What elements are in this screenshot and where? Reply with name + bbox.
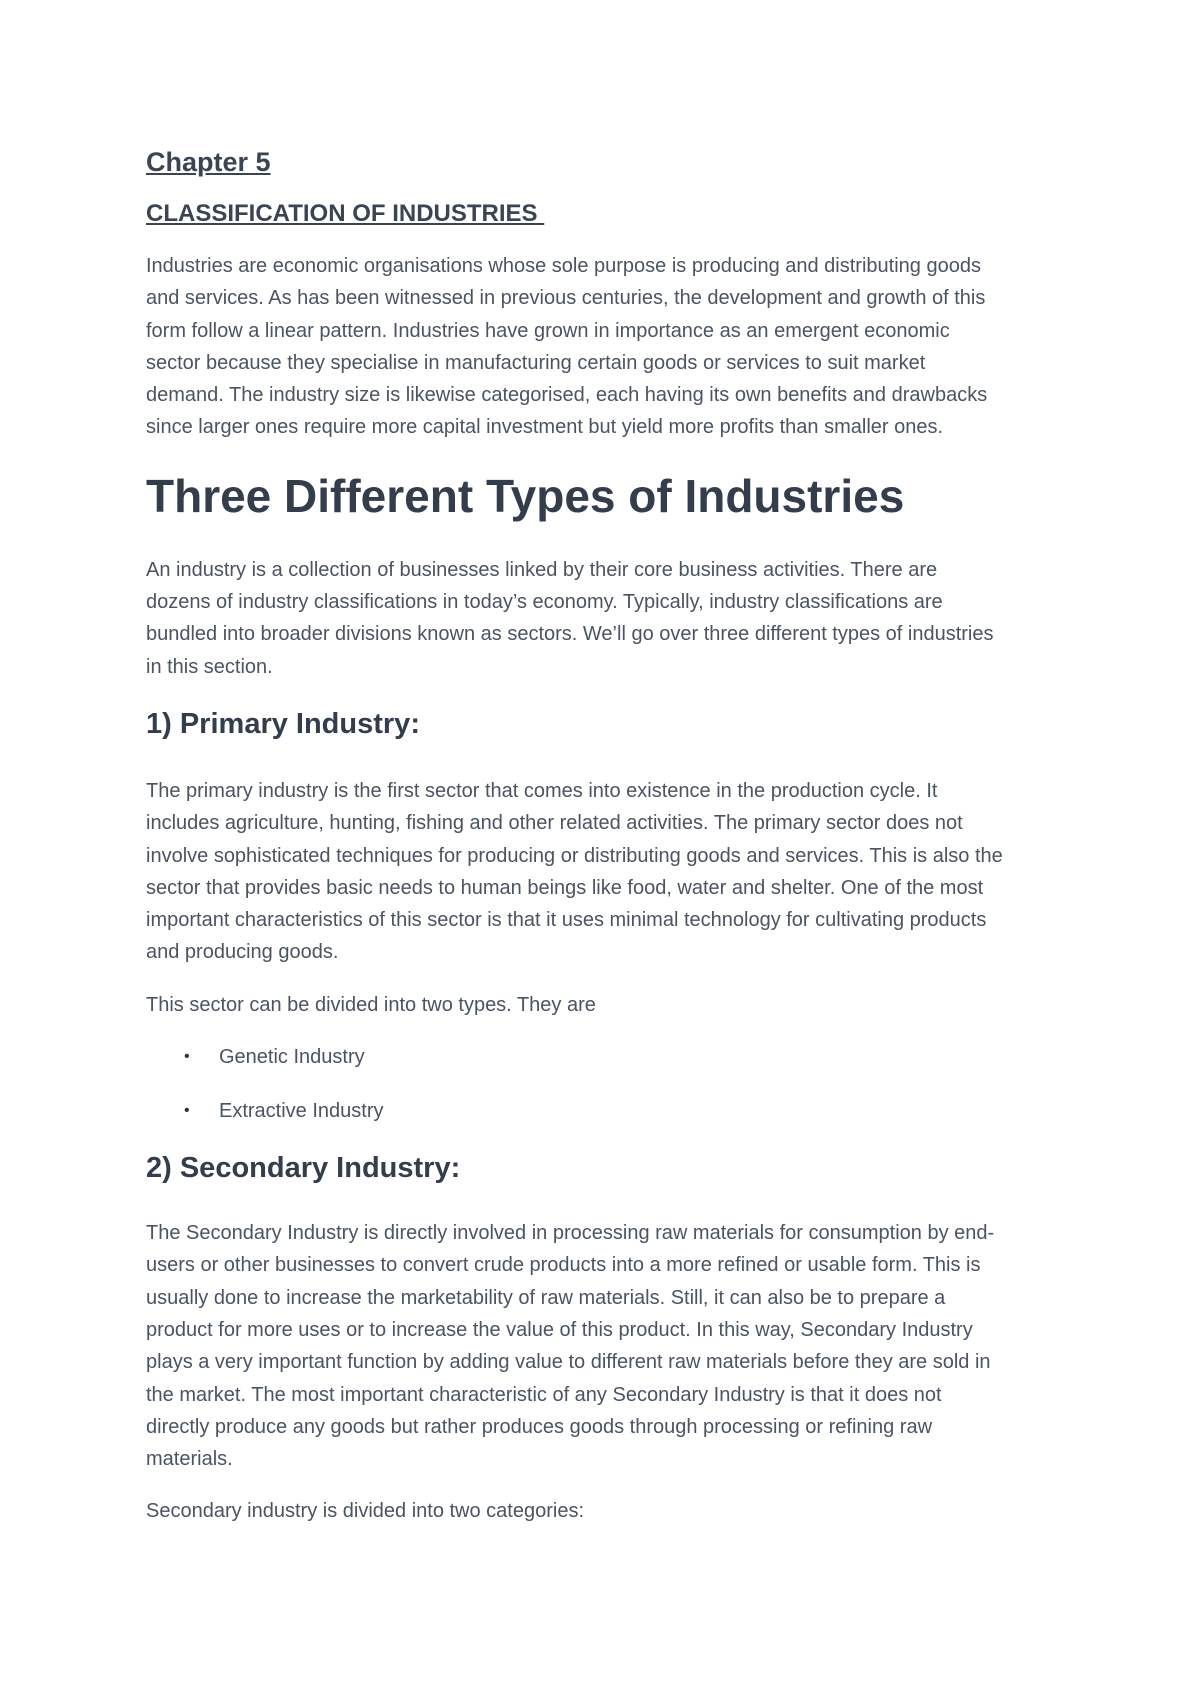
secondary-categories-intro: Secondary industry is divided into two categories:: [146, 1500, 585, 1523]
bullet-icon: •: [184, 1048, 190, 1066]
secondary-industry-paragraph: The Secondary Industry is directly involved in processing raw materials for consumption by end- users or other businesses to convert crude products into a more refined or usable form. This is usually done to increase the marketability of raw materials. Still, it can also be to prepare a product for more uses or to increase the value of this product. In this way, Secondary Industry plays a very important function by adding value to different raw materials before they are sold in the market. The most important characteristic of any Secondary Industry is that it does not directly produce any goods but rather produces goods through processing or refining raw materials.: [146, 1222, 995, 1471]
main-heading: Three Different Types of Industries: [146, 469, 905, 522]
primary-types-list: [146, 1041, 1066, 1127]
primary-types-intro: This sector can be divided into two types. They are: [146, 993, 596, 1016]
industry-definition-paragraph: An industry is a collection of businesses linked by their core business activities. There are dozens of industry classifications in today’s economy. Typically, industry classifications are bundled into broader divisions known as sectors. We’ll go over three different types of industries in this section.: [146, 558, 994, 678]
primary-industry-paragraph: The primary industry is the first sector that comes into existence in the production cycle. It includes agriculture, hunting, fishing and other related activities. The primary sector does not involve sophisticated techniques for producing or distributing goods and services. This is also the sector that provides basic needs to human beings like food, water and shelter. One of the most important characteristics of this sector is that it uses minimal technology for cultivating products and producing goods.: [146, 779, 1003, 964]
chapter-label: Chapter 5: [146, 147, 271, 177]
section-title: CLASSIFICATION OF INDUSTRIES: [146, 200, 545, 227]
document-body: [146, 144, 1066, 1528]
list-item: [146, 1041, 1066, 1073]
list-item-label: Genetic Industry: [219, 1046, 365, 1069]
secondary-industry-heading: 2) Secondary Industry:: [146, 1152, 461, 1185]
bullet-icon: •: [184, 1102, 190, 1120]
list-item-label: Extractive Industry: [219, 1100, 384, 1123]
primary-industry-heading: 1) Primary Industry:: [146, 707, 420, 740]
list-item: [146, 1095, 1066, 1127]
intro-paragraph: Industries are economic organisations whose sole purpose is producing and distributing goods and services. As has been witnessed in previous centuries, the development and growth of this form follow a linear pattern. Industries have grown in importance as an emergent economic sector because they specialise in manufacturing certain goods or services to suit market demand. The industry size is likewise categorised, each having its own benefits and drawbacks since larger ones require more capital investment but yield more profits than smaller ones.: [146, 255, 988, 439]
